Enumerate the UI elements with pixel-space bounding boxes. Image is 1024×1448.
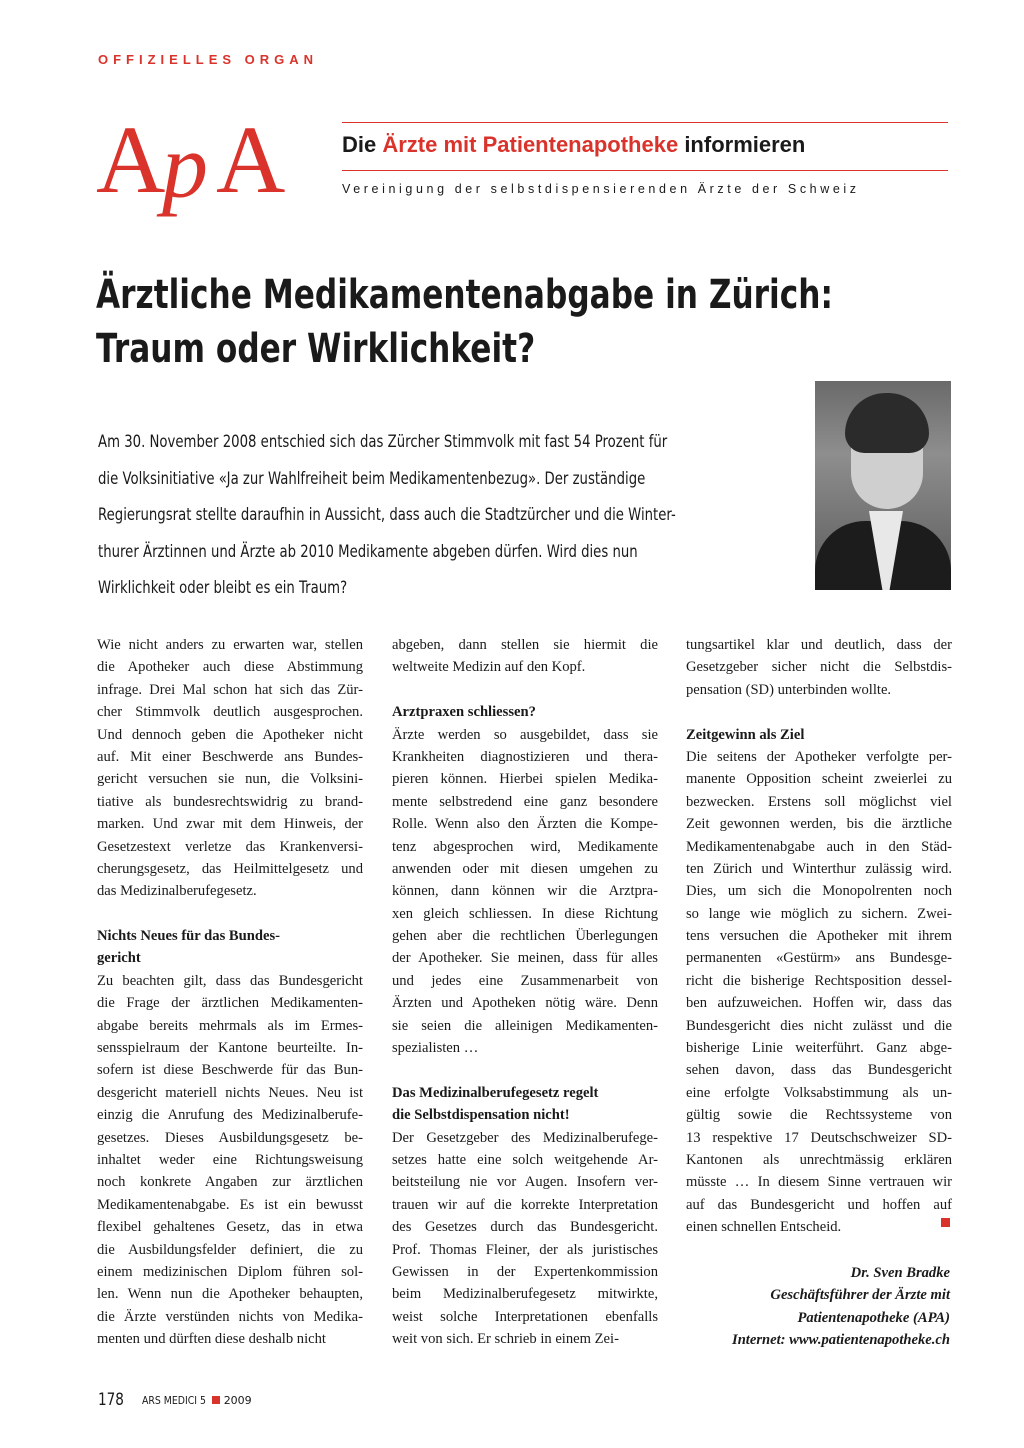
- signature-line: Patientenapotheke (APA): [797, 1309, 950, 1326]
- subheading-line: gericht: [97, 950, 141, 967]
- author-photo: [815, 381, 951, 590]
- text-line: tungsartikel klar und deutlich, dass der: [686, 637, 952, 653]
- text-line: gültig sowie die Rechtssysteme von: [686, 1107, 952, 1124]
- text-line: Bundesgericht dies nicht zulässt und die: [686, 1017, 952, 1034]
- subheading-line: Das Medizinalberufegesetz regelt: [392, 1084, 599, 1101]
- text-line: so lange wie möglich zu sichern. Zwei-: [686, 905, 952, 922]
- article-column-1: [97, 634, 363, 1351]
- photo-hair: [845, 393, 929, 453]
- text-line: Wie nicht anders zu erwarten war, stellen: [97, 637, 363, 653]
- text-line: die Apotheker auch diese Abstimmung: [97, 659, 363, 676]
- header-rule-top: [342, 122, 948, 123]
- text-line: eine erfolgte Volksabstimmung als un-: [686, 1084, 952, 1101]
- headline-line: Traum oder Wirklichkeit?: [96, 326, 536, 372]
- page-footer: [98, 1390, 252, 1410]
- text-line: müsste … In diesem Sinne vertrauen wir: [686, 1174, 952, 1191]
- text-line: einzig die Anrufung des Medizinalberufe-: [97, 1107, 363, 1124]
- article-column-2: [392, 634, 658, 1351]
- article-column-3: [686, 634, 952, 1239]
- text-line: Zeit gewonnen werden, bis die ärztliche: [686, 816, 952, 833]
- text-line: 13 respektive 17 Deutschschweizer SD-: [686, 1129, 952, 1146]
- text-line: spezialisten …: [392, 1040, 479, 1057]
- text-line: das Medizinalberufegesetz.: [97, 883, 257, 900]
- text-line: anwenden oder mit diesen umgehen zu: [392, 860, 658, 877]
- article-end-mark: [941, 1218, 950, 1227]
- text-line: Ärzte werden so ausgebildet, dass sie: [392, 726, 658, 743]
- lead-line: die Volksinitiative «Ja zur Wahlfreiheit beim Medikamentenbezug». Der zuständige: [98, 468, 646, 489]
- text-line: Kantonen als unrechtmässig erklären: [686, 1151, 952, 1168]
- text-line: gehen aber die rechtlichen Überlegungen: [392, 928, 658, 945]
- text-line: Die seitens der Apotheker verfolgte per-: [686, 748, 952, 765]
- subheading-line: Arztpraxen schliessen?: [392, 704, 536, 721]
- paragraph-spacer: [392, 1059, 658, 1081]
- lead-line: Am 30. November 2008 entschied sich das Zürcher Stimmvolk mit fast 54 Prozent für: [98, 432, 668, 452]
- text-line: die Frage der ärztlichen Medikamenten-: [97, 995, 363, 1012]
- tagline-post: informieren: [678, 132, 806, 157]
- text-line: auf. Mit einer Beschwerde ans Bundes-: [97, 748, 363, 765]
- text-line: permanenten «Gestürm» ans Bundesge-: [686, 950, 952, 967]
- text-line: xen gleich schliessen. In diese Richtung: [392, 905, 658, 922]
- text-line: beitsteilung nie vor Augen. Insofern ver-: [392, 1174, 658, 1191]
- text-line: richt die bisherige Rechtsposition dessel-: [686, 972, 952, 989]
- text-line: sehen davon, dass das Bundesgericht: [686, 1062, 952, 1079]
- text-line: Medikamentenabgabe auch in den Städ-: [686, 838, 952, 855]
- text-line: Und dennoch geben die Apotheker nicht: [97, 726, 363, 743]
- text-line: bezwecken. Erstens soll möglichst viel: [686, 793, 952, 810]
- signature-line: Geschäftsführer der Ärzte mit: [770, 1287, 950, 1304]
- lead-line: Wirklichkeit oder bleibt es ein Traum?: [98, 578, 348, 598]
- text-line: infrage. Drei Mal schon hat sich das Zür-: [97, 681, 363, 698]
- lead-line: Regierungsrat stellte daraufhin in Aussicht, dass auch die Stadtzürcher und die Winter-: [98, 505, 676, 525]
- text-line: setzes hatte eine solch weitgehende Ar-: [392, 1151, 658, 1168]
- text-line: menten und dürften diese deshalb nicht: [97, 1331, 326, 1348]
- tagline-pre: Die: [342, 132, 383, 157]
- text-line: die Ausbildungsfelder definiert, die zu: [97, 1241, 363, 1258]
- text-line: Dies, um sich die Monopolrenten noch: [686, 883, 952, 900]
- paragraph-spacer: [97, 903, 363, 925]
- text-line: trauen wir auf die korrekte Interpretation: [392, 1196, 658, 1213]
- text-line: desgericht materiell nichts Neues. Neu ist: [97, 1084, 363, 1101]
- logo-letter-a: A: [96, 106, 166, 213]
- text-line: Gewissen in der Expertenkommission: [392, 1263, 658, 1280]
- text-line: Zu beachten gilt, dass das Bundesgericht: [97, 972, 363, 989]
- text-line: gericht versuchen sie nun, die Volksini-: [97, 771, 363, 788]
- apa-logo: [96, 106, 316, 224]
- text-line: sofern ist diese Beschwerde für das Bun-: [97, 1062, 363, 1079]
- publication-year: 2009: [223, 1393, 252, 1407]
- text-line: weltweite Medizin auf den Kopf.: [392, 659, 586, 676]
- text-line: ben aufzuweichen. Hoffen wir, dass das: [686, 995, 952, 1012]
- section-kicker: OFFIZIELLES ORGAN: [98, 52, 319, 67]
- header-tagline: [342, 132, 948, 158]
- signature-line: Internet: www.patientenapotheke.ch: [732, 1332, 950, 1349]
- text-line: abgeben, dann stellen sie hiermit die: [392, 637, 658, 653]
- text-line: beim Medizinalberufegesetz mitwirkte,: [392, 1286, 658, 1303]
- text-line: weit von sich. Er schrieb in einem Zei-: [392, 1331, 619, 1348]
- headline-line: Ärztliche Medikamentenabgabe in Zürich:: [96, 272, 833, 318]
- logo-letter-a-2: A: [216, 106, 286, 213]
- text-line: der Apotheker. Sie meinen, dass für alles: [392, 950, 658, 967]
- text-line: flexibel gehaltenes Gesetz, das in etwa: [97, 1219, 363, 1236]
- text-line: cher Stimmvolk deutlich ausgesprochen.: [97, 704, 363, 721]
- text-line: einen schnellen Entscheid.: [686, 1219, 842, 1236]
- text-line: pensation (SD) unterbinden wollte.: [686, 681, 892, 698]
- text-line: tenz abgesprochen wird, Medikamente: [392, 838, 658, 855]
- tagline-highlight: Ärzte mit Patientenapotheke: [382, 132, 679, 157]
- header-subtagline: Vereinigung der selbstdispensierenden Ärzte der Schweiz: [342, 182, 860, 196]
- text-line: tens versuchen die Apotheker mit ihrem: [686, 928, 952, 945]
- text-line: ten Zürich und Winterthur zulässig wird.: [686, 860, 952, 877]
- text-line: gesetzes. Dieses Ausbildungsgesetz be-: [97, 1129, 363, 1146]
- logo-letter-p: p: [162, 115, 208, 217]
- text-line: noch konkrete Angaben zur ärztlichen: [97, 1174, 363, 1191]
- paragraph-spacer: [686, 701, 952, 723]
- text-line: die Ärzte verstünden nichts von Medika-: [97, 1308, 363, 1325]
- text-line: cherungsgesetz, das Heilmittelgesetz und: [97, 860, 363, 877]
- text-line: tiative als bundesrechtswidrig zu brand-: [97, 793, 363, 810]
- text-line: des Gesetzes durch das Bundesgericht.: [392, 1219, 658, 1236]
- text-line: Medikamentenabgabe. Es ist ein bewusst: [97, 1196, 363, 1213]
- author-signature: [650, 1262, 950, 1352]
- subheading-line: die Selbstdispensation nicht!: [392, 1107, 570, 1124]
- lead-line: thurer Ärztinnen und Ärzte ab 2010 Medikamente abgeben dürfen. Wird dies nun: [98, 541, 638, 562]
- subheading-line: Zeitgewinn als Ziel: [686, 726, 805, 743]
- text-line: sensspielraum der Kantone beurteilte. In-: [97, 1040, 363, 1057]
- text-line: marken. Und zwar mit dem Hinweis, der: [97, 816, 363, 833]
- text-line: inhaltet weder eine Richtungsweisung: [97, 1151, 363, 1168]
- signature-line: Dr. Sven Bradke: [850, 1265, 950, 1281]
- text-line: mente selbstredend eine ganz besondere: [392, 793, 658, 810]
- text-line: Gesetzestext verletze das Krankenversi-: [97, 838, 363, 855]
- text-line: Krankheiten diagnostizieren und thera-: [392, 748, 658, 765]
- text-line: manente Opposition scheint zweierlei zu: [686, 771, 952, 788]
- footer-square-mark: [212, 1396, 220, 1404]
- subheading-line: Nichts Neues für das Bundes-: [97, 928, 280, 945]
- page-number: 178: [98, 1390, 124, 1410]
- text-line: Gesetzgeber sicher nicht die Selbstdis-: [686, 659, 952, 676]
- text-line: bisherige Linie weiterführt. Ganz abge-: [686, 1040, 952, 1057]
- text-line: abgabe bereits mehrmals als im Ermes-: [97, 1017, 363, 1034]
- text-line: Prof. Thomas Fleiner, der als juristisches: [392, 1241, 658, 1258]
- text-line: pieren können. Hierbei spielen Medika-: [392, 771, 658, 788]
- text-line: len. Wenn nun die Apotheker behaupten,: [97, 1286, 363, 1303]
- article-headline: [96, 268, 954, 376]
- article-lead: [98, 424, 769, 607]
- text-line: sie seien die alleinigen Medikamenten-: [392, 1017, 658, 1034]
- text-line: einem medizinischen Diplom führen sol-: [97, 1263, 363, 1280]
- header-rule-middle: [342, 170, 948, 171]
- publication-name: ARS MEDICI 5: [142, 1393, 207, 1407]
- text-line: weist solche Interpretationen ebenfalls: [392, 1308, 658, 1325]
- text-line: Der Gesetzgeber des Medizinalberufege-: [392, 1129, 658, 1146]
- text-line: können, dann können wir die Arztpra-: [392, 883, 658, 900]
- text-line: Ärzten und Apotheken nötig wäre. Denn: [392, 995, 658, 1012]
- text-line: Rolle. Wenn also den Ärzten die Kompe-: [392, 816, 658, 833]
- text-line: und jedes eine Zusammenarbeit von: [392, 972, 658, 989]
- text-line: auf das Bundesgericht und hoffen auf: [686, 1196, 952, 1213]
- paragraph-spacer: [392, 679, 658, 701]
